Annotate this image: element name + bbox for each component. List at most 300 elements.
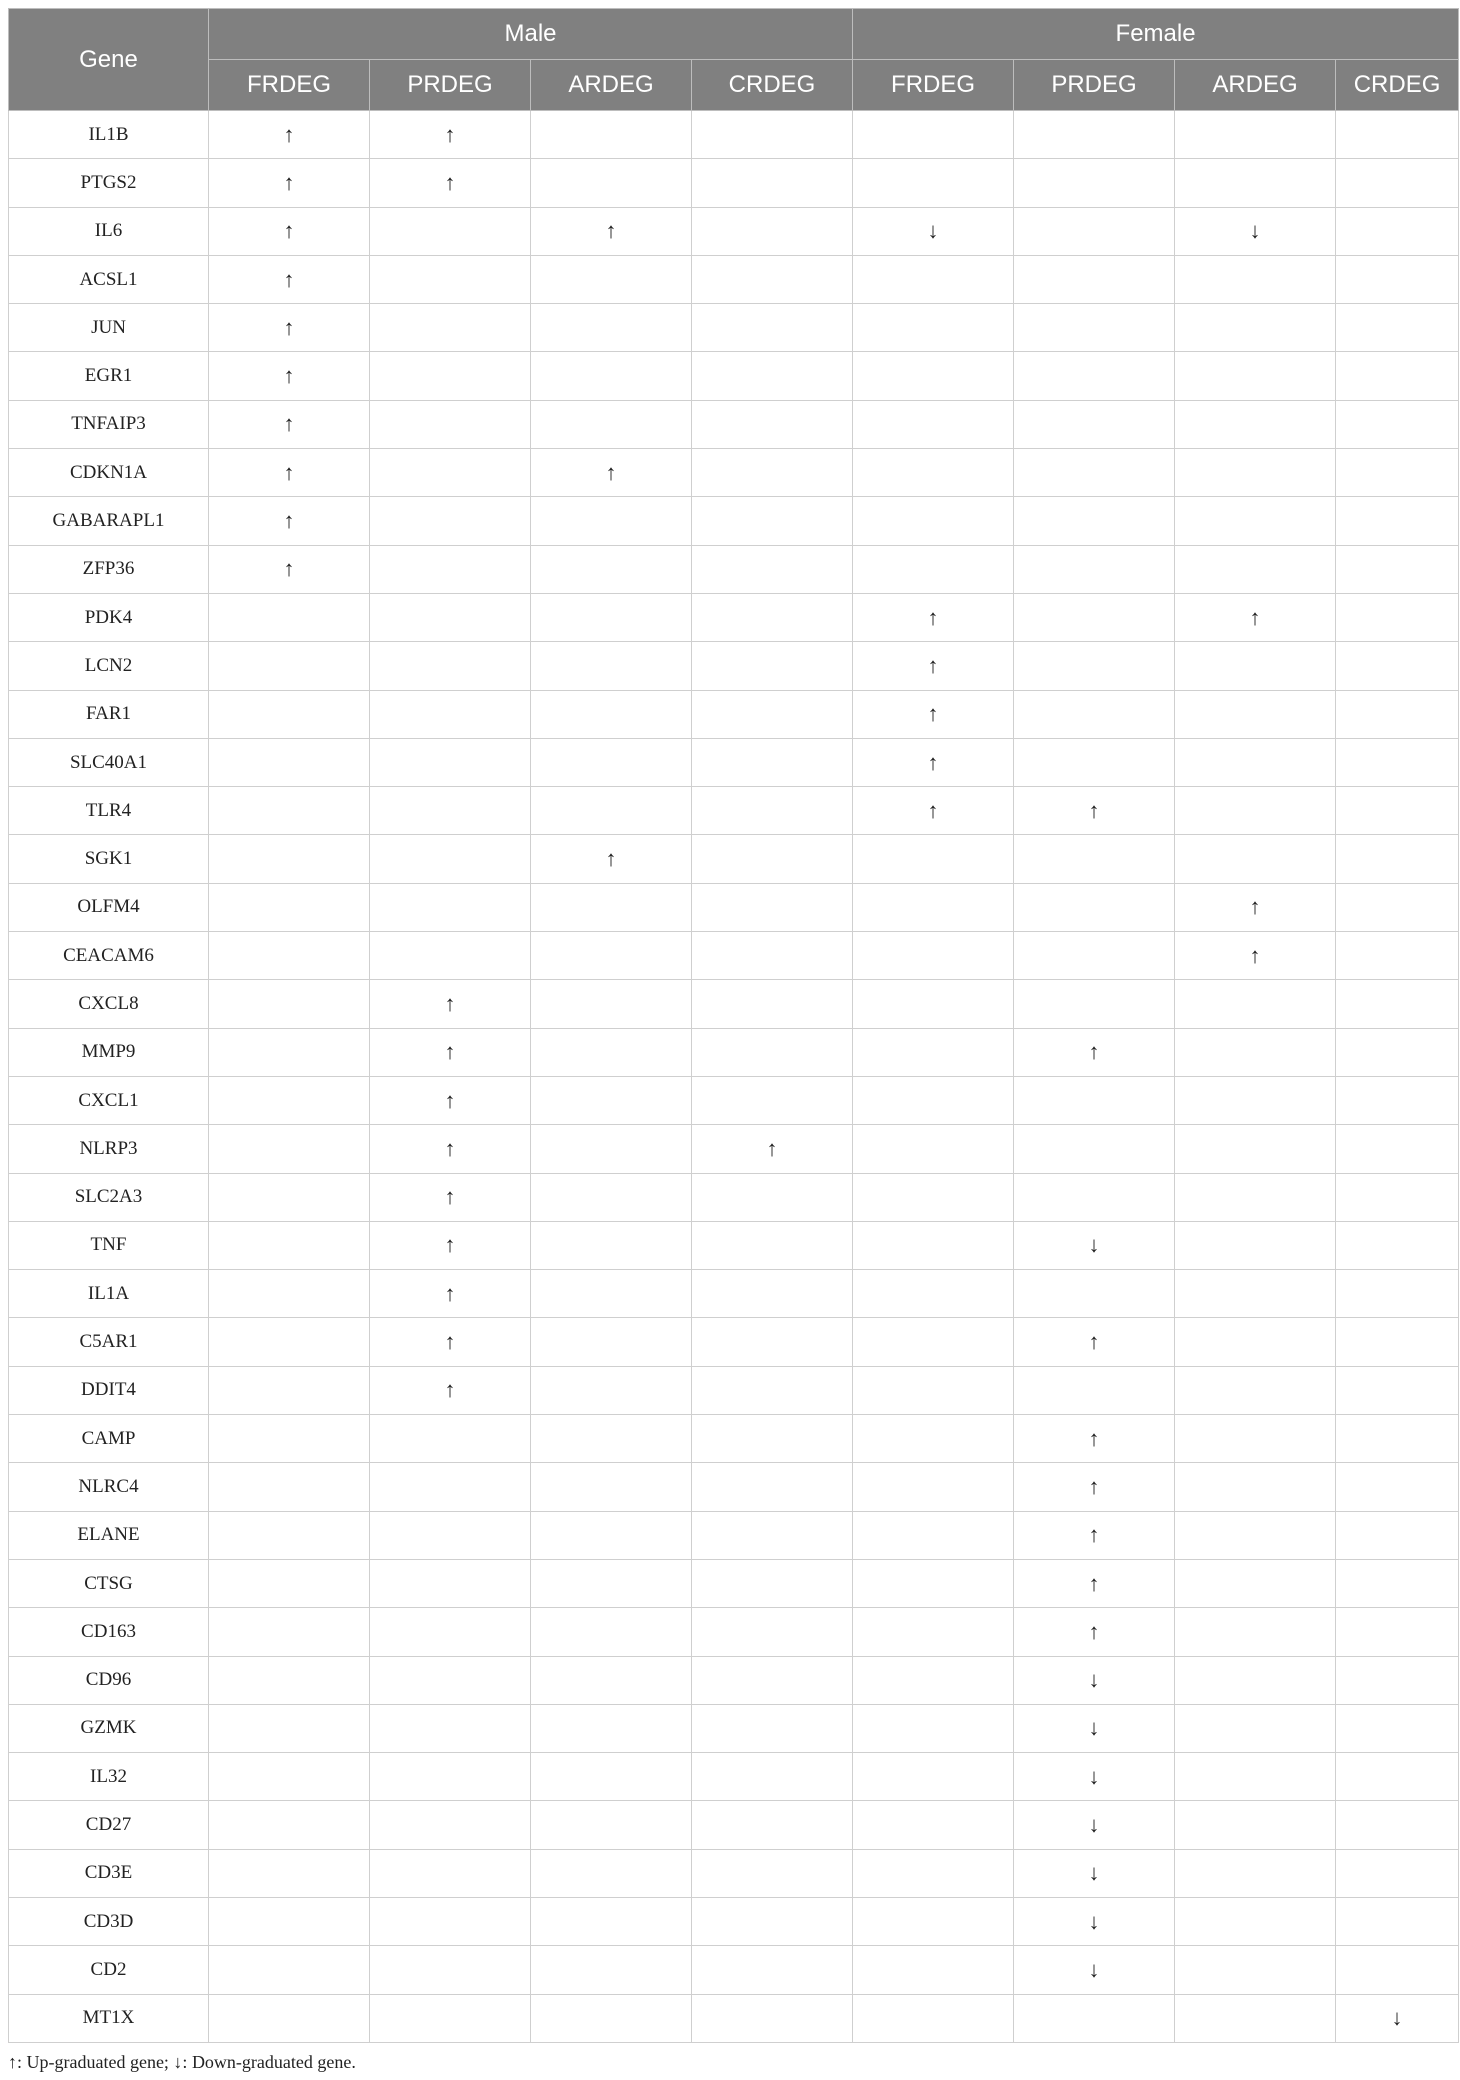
regulation-cell: ↑ — [531, 449, 692, 497]
regulation-cell — [531, 1559, 692, 1607]
regulation-cell — [531, 690, 692, 738]
regulation-cell — [692, 1801, 853, 1849]
regulation-cell: ↑ — [692, 1125, 853, 1173]
regulation-cell — [209, 642, 370, 690]
regulation-cell: ↑ — [370, 1270, 531, 1318]
regulation-cell — [209, 738, 370, 786]
regulation-cell — [853, 883, 1014, 931]
regulation-cell — [370, 593, 531, 641]
regulation-cell — [209, 980, 370, 1028]
regulation-cell — [1175, 1511, 1336, 1559]
regulation-cell: ↑ — [1014, 1608, 1175, 1656]
regulation-cell — [853, 111, 1014, 159]
regulation-cell — [692, 883, 853, 931]
regulation-cell — [531, 1994, 692, 2042]
regulation-cell — [531, 1801, 692, 1849]
regulation-cell — [853, 497, 1014, 545]
regulation-cell — [692, 738, 853, 786]
regulation-cell — [1014, 593, 1175, 641]
regulation-cell: ↑ — [370, 1173, 531, 1221]
regulation-cell — [370, 1656, 531, 1704]
regulation-cell — [1336, 1608, 1459, 1656]
regulation-cell — [370, 787, 531, 835]
regulation-cell — [531, 159, 692, 207]
regulation-cell: ↓ — [1014, 1656, 1175, 1704]
regulation-cell — [1336, 1559, 1459, 1607]
table-row — [9, 1318, 1459, 1366]
regulation-cell — [1336, 304, 1459, 352]
table-row — [9, 449, 1459, 497]
table-row — [9, 1608, 1459, 1656]
regulation-cell — [370, 1994, 531, 2042]
table-row — [9, 159, 1459, 207]
regulation-cell — [209, 1028, 370, 1076]
subcolumn-header: FRDEG — [853, 60, 1014, 111]
regulation-cell — [531, 1318, 692, 1366]
table-row — [9, 497, 1459, 545]
gene-name-cell: LCN2 — [9, 642, 209, 690]
regulation-cell — [1175, 1608, 1336, 1656]
subcolumn-header: FRDEG — [209, 60, 370, 111]
regulation-cell — [853, 1125, 1014, 1173]
regulation-cell — [370, 1415, 531, 1463]
table-row — [9, 1753, 1459, 1801]
gene-name-cell: CTSG — [9, 1559, 209, 1607]
regulation-cell — [370, 1511, 531, 1559]
regulation-cell: ↓ — [1014, 1849, 1175, 1897]
table-row — [9, 1270, 1459, 1318]
regulation-cell: ↑ — [370, 1221, 531, 1269]
regulation-cell — [1014, 545, 1175, 593]
table-row — [9, 593, 1459, 641]
regulation-cell — [531, 545, 692, 593]
regulation-cell — [1175, 787, 1336, 835]
regulation-cell — [531, 642, 692, 690]
regulation-cell — [692, 1559, 853, 1607]
regulation-cell — [209, 690, 370, 738]
table-row — [9, 980, 1459, 1028]
regulation-cell — [1175, 1173, 1336, 1221]
regulation-cell — [370, 207, 531, 255]
regulation-cell — [1014, 1270, 1175, 1318]
regulation-cell: ↑ — [853, 593, 1014, 641]
gene-name-cell: CD96 — [9, 1656, 209, 1704]
regulation-cell — [1175, 304, 1336, 352]
regulation-cell — [209, 1994, 370, 2042]
female-group-header: Female — [853, 9, 1459, 60]
regulation-cell — [692, 111, 853, 159]
regulation-cell — [1175, 1849, 1336, 1897]
regulation-cell — [692, 1849, 853, 1897]
regulation-cell — [531, 1173, 692, 1221]
gene-name-cell: CD3D — [9, 1897, 209, 1945]
regulation-cell — [531, 1028, 692, 1076]
regulation-cell — [1336, 1221, 1459, 1269]
regulation-cell — [370, 1849, 531, 1897]
table-row — [9, 932, 1459, 980]
table-row — [9, 1897, 1459, 1945]
regulation-cell — [1175, 1270, 1336, 1318]
regulation-cell — [1336, 1849, 1459, 1897]
regulation-cell: ↑ — [209, 497, 370, 545]
regulation-cell — [1175, 1656, 1336, 1704]
regulation-cell — [1175, 1221, 1336, 1269]
regulation-cell — [531, 593, 692, 641]
regulation-cell: ↓ — [1014, 1946, 1175, 1994]
regulation-cell — [370, 545, 531, 593]
regulation-cell — [370, 1753, 531, 1801]
regulation-cell — [853, 980, 1014, 1028]
regulation-cell — [209, 1608, 370, 1656]
gene-name-cell: CEACAM6 — [9, 932, 209, 980]
table-row — [9, 1415, 1459, 1463]
gene-name-cell: CD163 — [9, 1608, 209, 1656]
regulation-cell — [692, 835, 853, 883]
regulation-cell — [853, 932, 1014, 980]
regulation-cell — [853, 1994, 1014, 2042]
regulation-cell — [692, 1946, 853, 1994]
gene-name-cell: GZMK — [9, 1704, 209, 1752]
gene-name-cell: JUN — [9, 304, 209, 352]
gene-name-cell: IL6 — [9, 207, 209, 255]
regulation-cell — [853, 1415, 1014, 1463]
regulation-cell — [1336, 738, 1459, 786]
gene-name-cell: TNFAIP3 — [9, 400, 209, 448]
gene-name-cell: GABARAPL1 — [9, 497, 209, 545]
table-row — [9, 1656, 1459, 1704]
regulation-cell — [209, 1704, 370, 1752]
regulation-cell — [1175, 1753, 1336, 1801]
regulation-cell — [853, 1318, 1014, 1366]
regulation-cell: ↑ — [853, 642, 1014, 690]
regulation-cell — [1175, 980, 1336, 1028]
regulation-cell: ↓ — [1175, 207, 1336, 255]
regulation-cell — [692, 545, 853, 593]
regulation-cell — [531, 1704, 692, 1752]
table-row — [9, 1559, 1459, 1607]
regulation-cell: ↓ — [1014, 1801, 1175, 1849]
regulation-cell — [1336, 1028, 1459, 1076]
regulation-cell — [209, 1318, 370, 1366]
regulation-cell — [692, 1704, 853, 1752]
regulation-cell: ↑ — [370, 159, 531, 207]
regulation-cell — [1175, 1897, 1336, 1945]
gene-name-cell: CD27 — [9, 1801, 209, 1849]
table-row — [9, 1849, 1459, 1897]
regulation-cell — [531, 787, 692, 835]
regulation-cell — [1336, 1463, 1459, 1511]
regulation-cell — [853, 1366, 1014, 1414]
regulation-cell — [209, 932, 370, 980]
regulation-cell: ↑ — [209, 352, 370, 400]
regulation-cell: ↑ — [370, 980, 531, 1028]
regulation-cell — [1336, 207, 1459, 255]
regulation-cell — [692, 207, 853, 255]
regulation-cell — [209, 1366, 370, 1414]
regulation-cell — [853, 1946, 1014, 1994]
regulation-cell: ↑ — [209, 159, 370, 207]
regulation-cell — [370, 1801, 531, 1849]
regulation-cell — [1175, 1463, 1336, 1511]
regulation-cell — [692, 1076, 853, 1124]
table-row — [9, 642, 1459, 690]
regulation-cell — [1175, 1559, 1336, 1607]
gene-name-cell: C5AR1 — [9, 1318, 209, 1366]
regulation-cell: ↑ — [1014, 1559, 1175, 1607]
regulation-cell — [209, 1897, 370, 1945]
regulation-cell — [692, 1608, 853, 1656]
table-row — [9, 255, 1459, 303]
regulation-cell — [1336, 642, 1459, 690]
regulation-cell — [692, 1028, 853, 1076]
regulation-cell — [370, 255, 531, 303]
gene-table-container — [8, 8, 1456, 2043]
table-row — [9, 1946, 1459, 1994]
table-row — [9, 1801, 1459, 1849]
regulation-cell — [1336, 1801, 1459, 1849]
regulation-cell: ↑ — [1014, 787, 1175, 835]
regulation-cell — [209, 883, 370, 931]
regulation-cell — [853, 1608, 1014, 1656]
regulation-cell — [370, 1704, 531, 1752]
regulation-cell — [1175, 400, 1336, 448]
regulation-cell — [209, 835, 370, 883]
regulation-cell — [209, 1946, 370, 1994]
regulation-cell — [1175, 449, 1336, 497]
regulation-cell — [531, 1946, 692, 1994]
regulation-cell — [692, 1994, 853, 2042]
regulation-cell — [1175, 352, 1336, 400]
regulation-cell: ↑ — [1175, 883, 1336, 931]
regulation-cell: ↓ — [1014, 1221, 1175, 1269]
regulation-cell — [531, 1463, 692, 1511]
regulation-cell — [1336, 593, 1459, 641]
gene-name-cell: NLRC4 — [9, 1463, 209, 1511]
subcolumn-header: PRDEG — [370, 60, 531, 111]
regulation-cell — [853, 1511, 1014, 1559]
gene-name-cell: IL32 — [9, 1753, 209, 1801]
regulation-cell — [1336, 1366, 1459, 1414]
regulation-cell — [1175, 1946, 1336, 1994]
regulation-cell — [853, 352, 1014, 400]
regulation-cell — [209, 1173, 370, 1221]
gene-name-cell: MT1X — [9, 1994, 209, 2042]
regulation-cell — [853, 304, 1014, 352]
regulation-cell — [1175, 1366, 1336, 1414]
regulation-cell — [853, 1173, 1014, 1221]
regulation-cell — [692, 1753, 853, 1801]
regulation-cell — [1336, 255, 1459, 303]
regulation-cell — [370, 1559, 531, 1607]
regulation-cell — [853, 1704, 1014, 1752]
table-row — [9, 690, 1459, 738]
regulation-cell — [1175, 738, 1336, 786]
regulation-cell — [209, 1559, 370, 1607]
subcolumn-header: CRDEG — [692, 60, 853, 111]
subcolumn-header: ARDEG — [531, 60, 692, 111]
gene-name-cell: IL1B — [9, 111, 209, 159]
table-row — [9, 1173, 1459, 1221]
regulation-cell — [853, 1270, 1014, 1318]
regulation-cell: ↑ — [853, 787, 1014, 835]
regulation-cell — [531, 1366, 692, 1414]
gene-name-cell: CD3E — [9, 1849, 209, 1897]
regulation-cell — [1336, 111, 1459, 159]
regulation-cell — [370, 883, 531, 931]
regulation-cell — [1014, 835, 1175, 883]
regulation-cell — [692, 1173, 853, 1221]
regulation-cell — [1336, 883, 1459, 931]
regulation-cell — [531, 1897, 692, 1945]
regulation-cell — [1175, 159, 1336, 207]
regulation-cell — [692, 980, 853, 1028]
table-row — [9, 1511, 1459, 1559]
regulation-cell: ↓ — [853, 207, 1014, 255]
gene-name-cell: PTGS2 — [9, 159, 209, 207]
regulation-cell — [1014, 207, 1175, 255]
regulation-cell — [1336, 449, 1459, 497]
regulation-cell — [853, 1801, 1014, 1849]
regulation-cell: ↓ — [1336, 1994, 1459, 2042]
regulation-cell — [1014, 980, 1175, 1028]
gene-name-cell: ELANE — [9, 1511, 209, 1559]
regulation-cell — [1175, 690, 1336, 738]
regulation-cell — [531, 1849, 692, 1897]
regulation-cell — [1175, 545, 1336, 593]
regulation-cell — [209, 1656, 370, 1704]
gene-name-cell: ZFP36 — [9, 545, 209, 593]
regulation-cell: ↑ — [1014, 1318, 1175, 1366]
regulation-cell: ↑ — [209, 255, 370, 303]
table-row — [9, 835, 1459, 883]
regulation-cell — [692, 642, 853, 690]
regulation-cell: ↑ — [853, 738, 1014, 786]
table-row — [9, 352, 1459, 400]
regulation-cell — [531, 1270, 692, 1318]
regulation-cell — [209, 1849, 370, 1897]
regulation-cell — [1336, 1173, 1459, 1221]
regulation-cell — [1014, 883, 1175, 931]
regulation-cell: ↑ — [370, 1076, 531, 1124]
subcolumn-header: PRDEG — [1014, 60, 1175, 111]
gene-name-cell: SLC40A1 — [9, 738, 209, 786]
regulation-cell — [531, 932, 692, 980]
regulation-cell: ↓ — [1014, 1704, 1175, 1752]
regulation-cell — [1336, 352, 1459, 400]
regulation-cell — [370, 304, 531, 352]
regulation-cell — [1014, 932, 1175, 980]
regulation-cell — [1014, 1076, 1175, 1124]
gene-name-cell: TNF — [9, 1221, 209, 1269]
regulation-cell — [692, 1270, 853, 1318]
regulation-cell — [1175, 255, 1336, 303]
table-row — [9, 738, 1459, 786]
regulation-cell — [531, 111, 692, 159]
regulation-cell — [853, 1897, 1014, 1945]
regulation-cell: ↑ — [1175, 932, 1336, 980]
regulation-cell — [209, 593, 370, 641]
regulation-cell — [692, 1415, 853, 1463]
table-row — [9, 1366, 1459, 1414]
regulation-cell — [370, 835, 531, 883]
regulation-cell — [692, 593, 853, 641]
regulation-cell: ↑ — [1014, 1028, 1175, 1076]
regulation-cell — [1175, 1415, 1336, 1463]
regulation-cell — [1175, 1125, 1336, 1173]
gene-name-cell: SLC2A3 — [9, 1173, 209, 1221]
table-row — [9, 1076, 1459, 1124]
regulation-cell — [853, 1028, 1014, 1076]
regulation-cell — [853, 1753, 1014, 1801]
regulation-cell — [531, 497, 692, 545]
regulation-cell — [1336, 690, 1459, 738]
regulation-cell — [531, 1076, 692, 1124]
gene-name-cell: OLFM4 — [9, 883, 209, 931]
gene-name-cell: CAMP — [9, 1415, 209, 1463]
regulation-cell — [1014, 690, 1175, 738]
regulation-cell: ↑ — [209, 111, 370, 159]
regulation-cell — [370, 1946, 531, 1994]
gene-name-cell: NLRP3 — [9, 1125, 209, 1173]
regulation-cell — [1175, 497, 1336, 545]
regulation-cell — [692, 1463, 853, 1511]
regulation-cell: ↑ — [209, 207, 370, 255]
regulation-cell: ↑ — [209, 449, 370, 497]
regulation-cell — [1175, 642, 1336, 690]
regulation-cell — [531, 255, 692, 303]
regulation-cell — [1336, 932, 1459, 980]
regulation-cell: ↑ — [531, 835, 692, 883]
regulation-cell — [853, 545, 1014, 593]
table-row — [9, 787, 1459, 835]
regulation-cell — [1336, 1270, 1459, 1318]
gene-name-cell: PDK4 — [9, 593, 209, 641]
regulation-cell — [531, 1656, 692, 1704]
gene-column-header: Gene — [9, 9, 209, 111]
regulation-cell — [531, 400, 692, 448]
regulation-cell — [853, 1849, 1014, 1897]
regulation-cell — [853, 835, 1014, 883]
regulation-cell — [1336, 545, 1459, 593]
regulation-cell — [1014, 159, 1175, 207]
subcolumn-header: ARDEG — [1175, 60, 1336, 111]
regulation-cell — [853, 400, 1014, 448]
table-row — [9, 1125, 1459, 1173]
regulation-cell — [692, 1318, 853, 1366]
gene-name-cell: SGK1 — [9, 835, 209, 883]
regulation-cell — [1014, 111, 1175, 159]
gene-name-cell: DDIT4 — [9, 1366, 209, 1414]
regulation-cell — [1014, 352, 1175, 400]
regulation-cell — [853, 1221, 1014, 1269]
regulation-cell — [209, 1221, 370, 1269]
regulation-cell — [531, 1511, 692, 1559]
regulation-cell — [209, 1415, 370, 1463]
table-body — [9, 111, 1459, 2043]
regulation-cell: ↓ — [1014, 1897, 1175, 1945]
regulation-cell: ↑ — [853, 690, 1014, 738]
regulation-cell — [692, 1221, 853, 1269]
regulation-cell — [692, 932, 853, 980]
regulation-cell — [692, 690, 853, 738]
regulation-cell — [531, 1608, 692, 1656]
regulation-cell — [1336, 1076, 1459, 1124]
table-row — [9, 1028, 1459, 1076]
table-row — [9, 111, 1459, 159]
male-group-header: Male — [209, 9, 853, 60]
regulation-cell — [692, 1656, 853, 1704]
regulation-cell: ↑ — [531, 207, 692, 255]
